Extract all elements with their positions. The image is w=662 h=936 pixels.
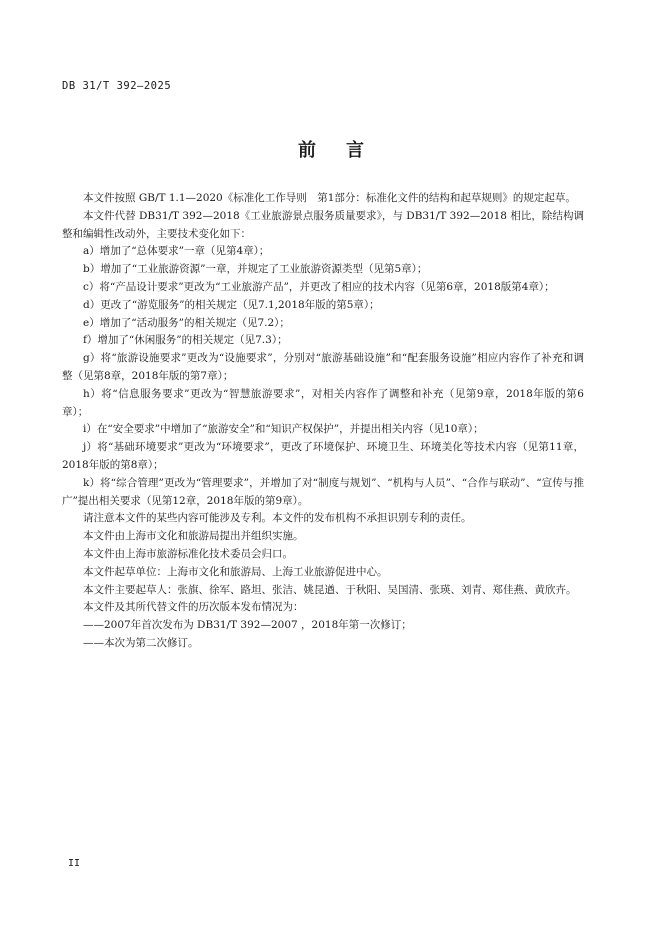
change-item-c: c）将“产品设计要求”更改为“工业旅游产品”，并更改了相应的技术内容（见第6章，2018版第4章）； bbox=[83, 280, 555, 293]
paragraph-drafting-rules: 本文件按照 GB/T 1.1—2020《标准化工作导则 第1部分：标准化文件的结构和起草规则》的规定起草。 bbox=[83, 192, 576, 204]
preface-body bbox=[62, 190, 584, 653]
change-item-b: b）增加了“工业旅游资源”一章，并规定了工业旅游资源类型（见第5章）； bbox=[83, 263, 428, 276]
paragraph-history-intro: 本文件及其所代替文件的历次版本发布情况为： bbox=[83, 601, 304, 614]
change-item-k: k）将“综合管理”更改为“管理要求”，并增加了对“制度与规划”、“机构与人员”、“合作与联动”、“宣传与推广”提出相关要求（见第12章，2018年版的第9章）。 bbox=[62, 476, 584, 507]
paragraph-replacement: 本文件代替 DB31/T 392—2018《工业旅游景点服务质量要求》，与 DB31/T 392—2018 相比，除结构调整和编辑性改动外，主要技术变化如下： bbox=[62, 209, 584, 240]
history-item: ——2007年首次发布为 DB31/T 392—2007 ，2018年第一次修订； bbox=[83, 619, 412, 632]
change-item-j: j）将“基础环境要求”更改为“环境要求”，更改了环境保护、环境卫生、环境美化等技术内容（见第11章，2018年版的第8章）； bbox=[62, 441, 584, 471]
change-item-g: g）将“旅游设施要求”更改为“设施要求”，分别对“旅游基础设施”和“配套服务设施”相应内容作了补充和调整（见第8章，2018年版的第7章）； bbox=[62, 352, 584, 382]
document-code: DB 31/T 392—2025 bbox=[62, 80, 172, 92]
page-title: 前言 bbox=[298, 140, 394, 161]
paragraph-proposer: 本文件由上海市文化和旅游局提出并组织实施。 bbox=[83, 530, 304, 543]
history-item: ——本次为第二次修订。 bbox=[83, 636, 199, 649]
change-item-e: e）增加了“活动服务”的相关规定（见7.2）； bbox=[83, 316, 290, 329]
change-item-f: f）增加了“休闲服务”的相关规定（见7.3）； bbox=[83, 334, 288, 347]
paragraph-drafters: 本文件主要起草人：张旗、徐军、路坦、张洁、姚昆遒、于秋阳、吴国清、张瑛、刘青、郑佳燕、黄欣卉。 bbox=[83, 583, 577, 596]
paragraph-committee: 本文件由上海市旅游标准化技术委员会归口。 bbox=[83, 547, 293, 560]
change-item-a: a）增加了“总体要求”一章（见第4章）； bbox=[83, 245, 270, 258]
paragraph-patent-notice: 请注意本文件的某些内容可能涉及专利。本文件的发布机构不承担识别专利的责任。 bbox=[83, 512, 472, 525]
change-item-d: d）更改了“游览服务”的相关规定（见7.1,2018年版的第5章）； bbox=[83, 298, 380, 311]
change-item-h: h）将“信息服务要求”更改为“智慧旅游要求”，对相关内容作了调整和补充（见第9章，2018年版的第6章）； bbox=[62, 387, 584, 418]
change-item-i: i）在“安全要求”中增加了“旅游安全”和“知识产权保护”，并提出相关内容（见10章）； bbox=[83, 423, 484, 436]
page-number: II bbox=[68, 858, 81, 869]
paragraph-drafting-units: 本文件起草单位：上海市文化和旅游局、上海工业旅游促进中心。 bbox=[83, 565, 388, 578]
